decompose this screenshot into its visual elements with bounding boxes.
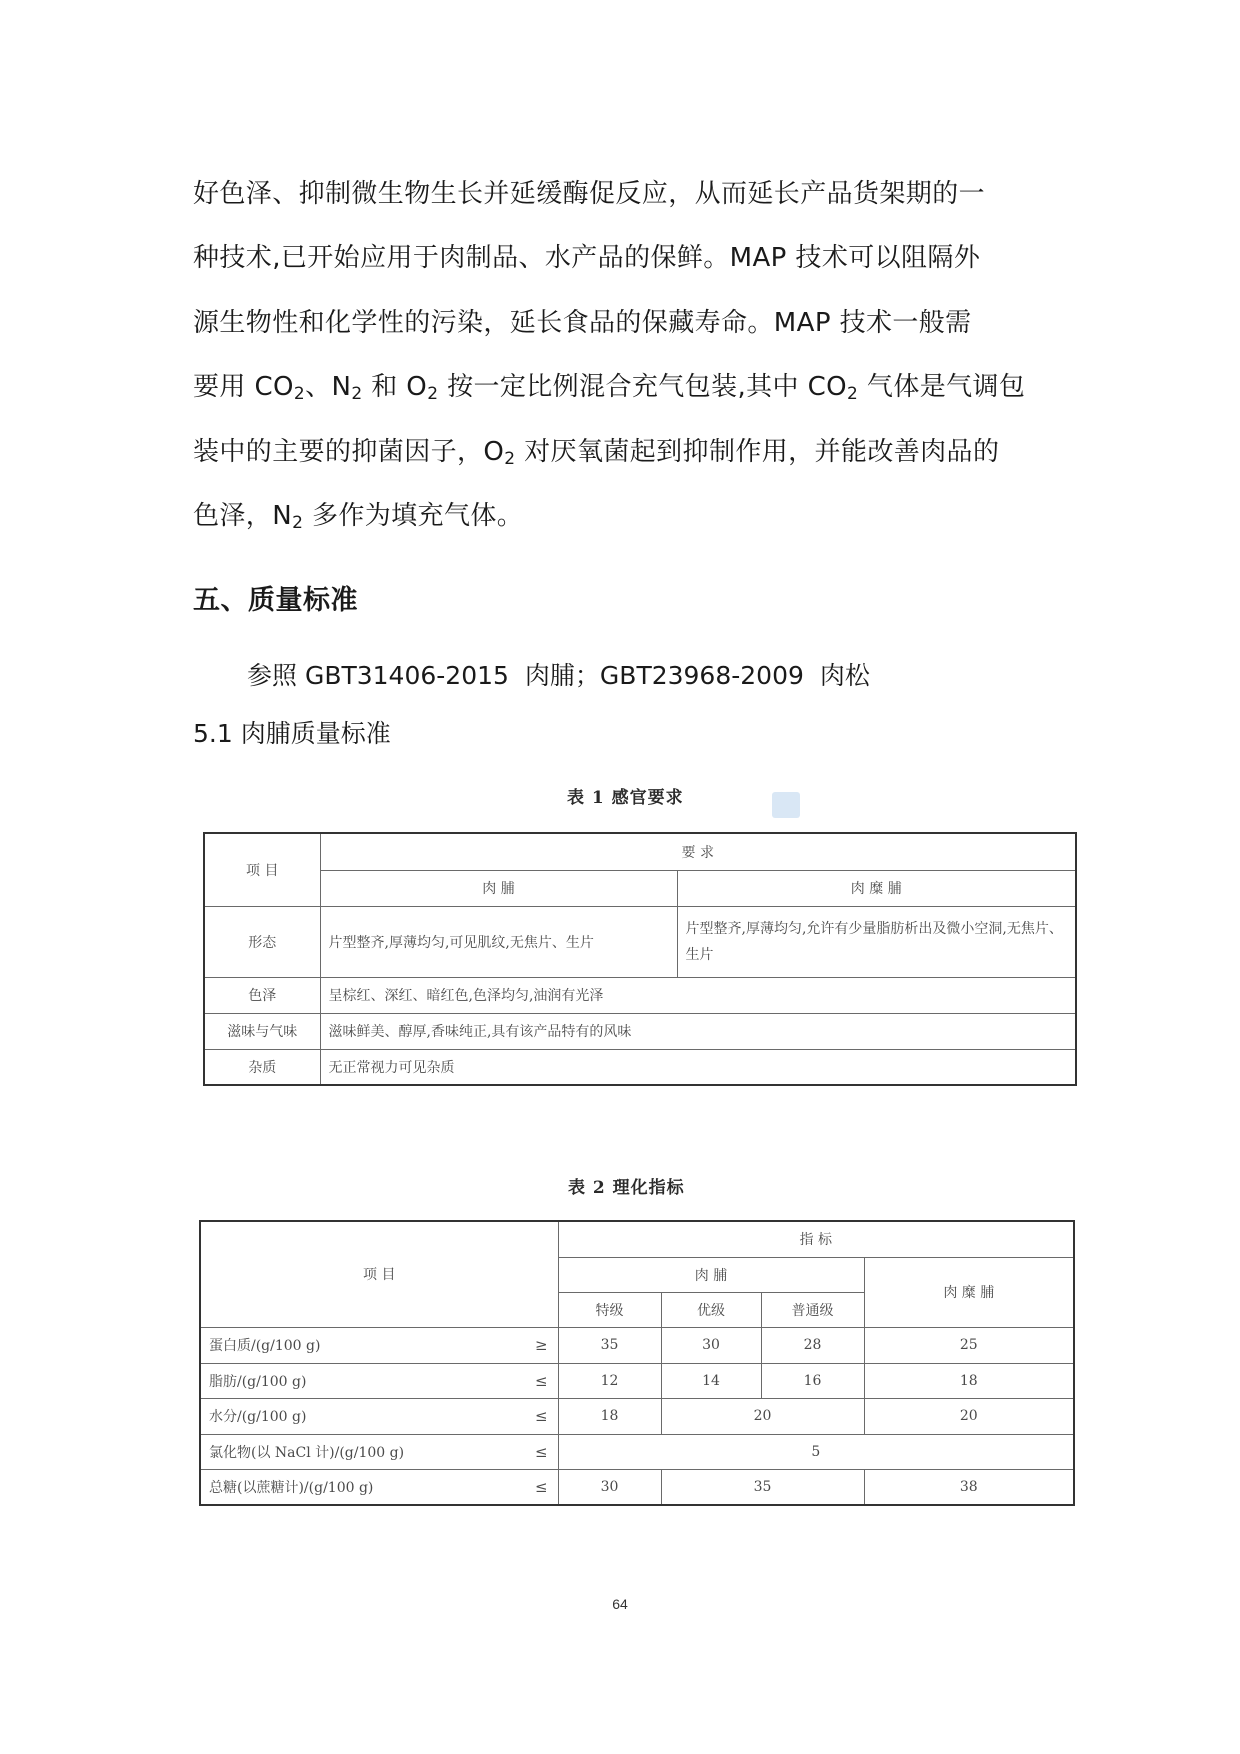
- table-row: [204, 906, 1076, 977]
- subsection-heading: 5.1 肉脯质量标准: [193, 719, 391, 748]
- body-paragraph: [193, 162, 1053, 548]
- reference-item: 肉松: [819, 661, 870, 690]
- paragraph-line: 要用 $CO_2$、$N_2$ 和 $O_2$ 按一定比例混合充气包装,其中 $CO_2$ 气体是气调包: [193, 372, 1026, 405]
- table-cell-item: 脂肪/(g/100 g): [200, 1363, 510, 1398]
- table-header-requirement: 要 求: [320, 833, 1076, 870]
- table-row: [200, 1327, 1074, 1363]
- table-header-item: 项 目: [200, 1221, 558, 1327]
- section-heading: 五、质量标准: [193, 585, 358, 616]
- table-cell: 14: [661, 1363, 761, 1398]
- table-cell: 18: [558, 1398, 661, 1434]
- page-number: 64: [612, 1596, 628, 1612]
- table-cell: 呈棕红、深红、暗红色,色泽均匀,油润有光泽: [320, 977, 1076, 1013]
- table-cell: 18: [864, 1363, 1074, 1398]
- table-row: [204, 977, 1076, 1013]
- table-row: [204, 1013, 1076, 1049]
- table-row: [204, 1049, 1076, 1085]
- table-cell: 20: [864, 1398, 1074, 1434]
- paragraph-line: 种技术,已开始应用于肉制品、水产品的保鲜。MAP 技术可以阻隔外: [193, 243, 981, 274]
- table-header-col: 肉 糜 脯: [677, 870, 1076, 906]
- table1-caption: 表 1 感官要求: [567, 788, 684, 808]
- table2-caption: 表 2 理化指标: [568, 1178, 685, 1198]
- table-cell-item: 色泽: [204, 977, 320, 1013]
- watermark-stamp: [772, 792, 800, 818]
- table-row: [200, 1434, 1074, 1469]
- table-header-item: 项 目: [204, 833, 320, 906]
- table-row: [200, 1469, 1074, 1505]
- table-cell-symbol: ≤: [510, 1434, 558, 1469]
- table-cell: 20: [661, 1398, 864, 1434]
- paragraph-line: 好色泽、抑制微生物生长并延缓酶促反应，从而延长产品货架期的一: [193, 179, 986, 209]
- table-header-col: 肉 糜 脯: [864, 1257, 1074, 1327]
- table-header-index: 指 标: [558, 1221, 1074, 1257]
- table-header-grade: 特级: [558, 1292, 661, 1327]
- reference-standards: [247, 656, 870, 692]
- table-cell-item: 总糖(以蔗糖计)/(g/100 g): [200, 1469, 510, 1505]
- reference-item: 肉脯；GBT23968-2009: [524, 661, 804, 690]
- table-cell-symbol: ≤: [510, 1398, 558, 1434]
- physicochemical-index-table: [199, 1220, 1075, 1506]
- table-row: [200, 1398, 1074, 1434]
- table-cell: 片型整齐,厚薄均匀,可见肌纹,无焦片、生片: [320, 906, 677, 977]
- table-cell: 30: [661, 1327, 761, 1363]
- table-cell: 16: [761, 1363, 864, 1398]
- table-cell: 5: [558, 1434, 1074, 1469]
- table-cell: 片型整齐,厚薄均匀,允许有少量脂肪析出及微小空洞,无焦片、生片: [677, 906, 1076, 977]
- table-cell-symbol: ≥: [510, 1327, 558, 1363]
- table-cell: 38: [864, 1469, 1074, 1505]
- table-cell-symbol: ≤: [510, 1363, 558, 1398]
- paragraph-line: 色泽，$N_2$ 多作为填充气体。: [193, 501, 524, 534]
- table-cell-item: 氯化物(以 NaCl 计)/(g/100 g): [200, 1434, 510, 1469]
- table-cell: 滋味鲜美、醇厚,香味纯正,具有该产品特有的风味: [320, 1013, 1076, 1049]
- table-cell: 28: [761, 1327, 864, 1363]
- reference-prefix: 参照 GBT31406-2015: [247, 661, 509, 690]
- table-cell-item: 杂质: [204, 1049, 320, 1085]
- sensory-requirements-table: [203, 832, 1077, 1086]
- table-header-grade: 优级: [661, 1292, 761, 1327]
- table-cell-item: 滋味与气味: [204, 1013, 320, 1049]
- table-cell: 12: [558, 1363, 661, 1398]
- table-header-col: 肉 脯: [320, 870, 677, 906]
- table-cell-symbol: ≤: [510, 1469, 558, 1505]
- table-cell: 无正常视力可见杂质: [320, 1049, 1076, 1085]
- paragraph-line: 装中的主要的抑菌因子，$O_2$ 对厌氧菌起到抑制作用，并能改善肉品的: [193, 436, 1000, 469]
- table-cell: 25: [864, 1327, 1074, 1363]
- table-cell: 35: [661, 1469, 864, 1505]
- paragraph-line: 源生物性和化学性的污染，延长食品的保藏寿命。MAP 技术一般需: [193, 307, 972, 338]
- table-cell: 35: [558, 1327, 661, 1363]
- table-header-grade: 普通级: [761, 1292, 864, 1327]
- table-cell: 30: [558, 1469, 661, 1505]
- table-cell-item: 形态: [204, 906, 320, 977]
- table-header-col-group: 肉 脯: [558, 1257, 864, 1292]
- table-cell-item: 蛋白质/(g/100 g): [200, 1327, 510, 1363]
- table-row: [200, 1363, 1074, 1398]
- table-cell-item: 水分/(g/100 g): [200, 1398, 510, 1434]
